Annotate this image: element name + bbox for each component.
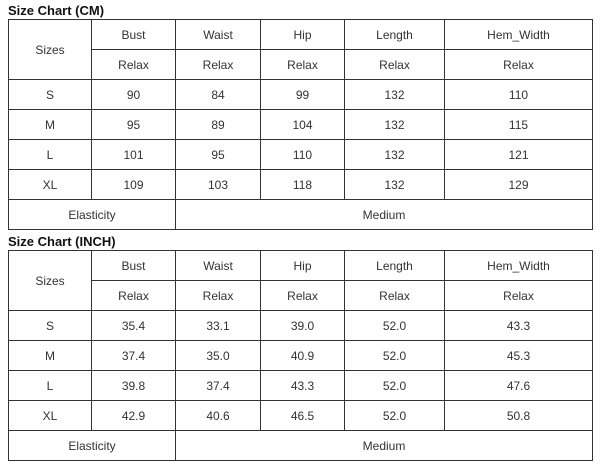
elasticity-value: Medium <box>176 431 593 461</box>
table-row <box>9 311 593 341</box>
fit-row <box>9 281 593 311</box>
fit-label: Relax <box>445 281 593 311</box>
size-label: L <box>9 140 92 170</box>
table-row <box>9 401 593 431</box>
size-chart-inch-title: Size Chart (INCH) <box>8 234 116 249</box>
table-cell: 40.9 <box>261 341 345 371</box>
table-cell: 42.9 <box>92 401 176 431</box>
table-cell: 104 <box>261 110 345 140</box>
table-cell: 101 <box>92 140 176 170</box>
fit-label: Relax <box>261 50 345 80</box>
sizes-header: Sizes <box>9 251 92 311</box>
table-cell: 110 <box>261 140 345 170</box>
table-cell: 132 <box>345 110 445 140</box>
table-cell: 110 <box>445 80 593 110</box>
table-row <box>9 80 593 110</box>
size-label: XL <box>9 401 92 431</box>
table-cell: 95 <box>176 140 261 170</box>
table-cell: 84 <box>176 80 261 110</box>
table-cell: 52.0 <box>345 341 445 371</box>
table-cell: 132 <box>345 80 445 110</box>
table-cell: 43.3 <box>445 311 593 341</box>
size-chart-inch-table <box>8 250 593 461</box>
table-header-row <box>9 20 593 50</box>
elasticity-value: Medium <box>176 200 593 230</box>
table-cell: 37.4 <box>176 371 261 401</box>
elasticity-row <box>9 200 593 230</box>
table-row <box>9 341 593 371</box>
table-cell: 52.0 <box>345 371 445 401</box>
table-cell: 132 <box>345 170 445 200</box>
fit-label: Relax <box>92 50 176 80</box>
size-label: L <box>9 371 92 401</box>
table-cell: 103 <box>176 170 261 200</box>
fit-label: Relax <box>176 50 261 80</box>
fit-label: Relax <box>261 281 345 311</box>
table-cell: 39.0 <box>261 311 345 341</box>
size-chart-cm-table <box>8 19 593 230</box>
table-cell: 99 <box>261 80 345 110</box>
table-cell: 39.8 <box>92 371 176 401</box>
fit-label: Relax <box>345 281 445 311</box>
table-cell: 40.6 <box>176 401 261 431</box>
table-header-row <box>9 251 593 281</box>
fit-label: Relax <box>345 50 445 80</box>
column-header-hip: Hip <box>261 251 345 281</box>
table-cell: 90 <box>92 80 176 110</box>
size-label: M <box>9 110 92 140</box>
column-header-hem-width: Hem_Width <box>445 251 593 281</box>
fit-label: Relax <box>176 281 261 311</box>
size-label: S <box>9 311 92 341</box>
table-cell: 89 <box>176 110 261 140</box>
size-chart-cm-title: Size Chart (CM) <box>8 3 105 18</box>
column-header-length: Length <box>345 20 445 50</box>
table-cell: 52.0 <box>345 311 445 341</box>
fit-label: Relax <box>445 50 593 80</box>
fit-row <box>9 50 593 80</box>
table-cell: 95 <box>92 110 176 140</box>
fit-label: Relax <box>92 281 176 311</box>
table-cell: 35.4 <box>92 311 176 341</box>
table-cell: 43.3 <box>261 371 345 401</box>
table-cell: 45.3 <box>445 341 593 371</box>
column-header-bust: Bust <box>92 20 176 50</box>
table-row <box>9 170 593 200</box>
column-header-hip: Hip <box>261 20 345 50</box>
size-label: XL <box>9 170 92 200</box>
size-label: S <box>9 80 92 110</box>
column-header-bust: Bust <box>92 251 176 281</box>
table-cell: 129 <box>445 170 593 200</box>
table-cell: 115 <box>445 110 593 140</box>
table-cell: 35.0 <box>176 341 261 371</box>
column-header-waist: Waist <box>176 251 261 281</box>
table-cell: 52.0 <box>345 401 445 431</box>
table-row <box>9 110 593 140</box>
table-cell: 37.4 <box>92 341 176 371</box>
size-label: M <box>9 341 92 371</box>
elasticity-label: Elasticity <box>9 200 176 230</box>
column-header-length: Length <box>345 251 445 281</box>
table-cell: 47.6 <box>445 371 593 401</box>
table-row <box>9 140 593 170</box>
table-cell: 121 <box>445 140 593 170</box>
elasticity-label: Elasticity <box>9 431 176 461</box>
column-header-waist: Waist <box>176 20 261 50</box>
table-cell: 109 <box>92 170 176 200</box>
sizes-header: Sizes <box>9 20 92 80</box>
table-cell: 33.1 <box>176 311 261 341</box>
table-cell: 118 <box>261 170 345 200</box>
table-row <box>9 371 593 401</box>
table-cell: 46.5 <box>261 401 345 431</box>
table-cell: 132 <box>345 140 445 170</box>
table-cell: 50.8 <box>445 401 593 431</box>
elasticity-row <box>9 431 593 461</box>
column-header-hem-width: Hem_Width <box>445 20 593 50</box>
